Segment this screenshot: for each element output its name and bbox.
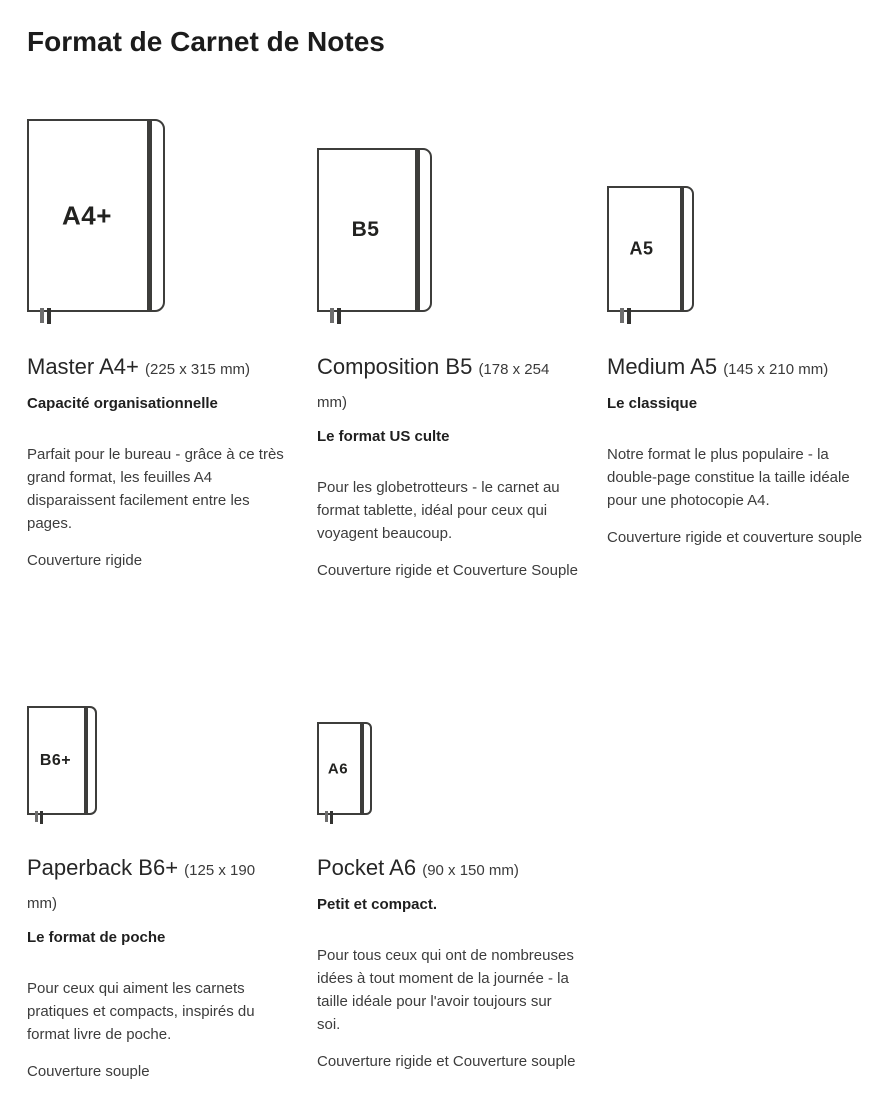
format-description: Pour les globetrotteurs - le carnet au format tablette, idéal pour ceux qui voyagent beaucoup. <box>317 479 560 542</box>
format-card-master-a4plus <box>27 104 289 572</box>
format-name: Medium A5 <box>607 354 718 379</box>
bookmark-ribbon-icon <box>330 811 333 824</box>
notebook-size-label: A5 <box>629 238 654 259</box>
notebook-illustration-a6 <box>317 687 579 827</box>
bookmark-ribbon-icon <box>620 308 624 323</box>
notebook-icon <box>607 186 694 312</box>
bookmark-ribbon-icon <box>627 308 631 324</box>
notebook-size-label: A6 <box>327 760 349 777</box>
format-description: Parfait pour le bureau - grâce à ce très grand format, les feuilles A4 disparaissent facilement entre les pages. <box>27 446 284 532</box>
page-title: Format de Carnet de Notes <box>27 26 385 57</box>
format-cover-options: Couverture rigide et Couverture Souple <box>317 562 578 579</box>
format-cover-options: Couverture souple <box>27 1063 150 1080</box>
notebook-icon <box>317 148 432 312</box>
notebook-illustration-a4plus <box>27 104 289 326</box>
format-cover-options: Couverture rigide et couverture souple <box>607 529 863 546</box>
notebook-icon <box>27 706 97 815</box>
format-title <box>27 352 289 385</box>
format-dimensions: (90 x 150 mm) <box>422 862 519 879</box>
format-card-pocket-a6 <box>317 687 579 1073</box>
format-tagline: Petit et compact. <box>317 896 438 913</box>
formats-grid <box>27 104 869 1083</box>
notebook-illustration-a5 <box>607 104 869 326</box>
format-dimensions: (125 x 190 mm) <box>27 862 256 912</box>
elastic-band-icon <box>680 188 684 310</box>
format-dimensions: (145 x 210 mm) <box>723 361 829 378</box>
bookmark-ribbon-icon <box>330 308 334 323</box>
format-cover-options: Couverture rigide <box>27 552 143 569</box>
format-dimensions: (225 x 315 mm) <box>145 361 251 378</box>
bookmark-ribbon-icon <box>40 308 44 323</box>
format-card-medium-a5 <box>607 104 869 549</box>
elastic-band-icon <box>147 121 152 310</box>
elastic-band-icon <box>415 150 420 310</box>
format-title <box>317 352 579 418</box>
bookmark-ribbon-icon <box>35 811 38 822</box>
format-description: Pour ceux qui aiment les carnets pratiques et compacts, inspirés du format livre de poche. <box>27 980 255 1043</box>
elastic-band-icon <box>360 724 364 813</box>
format-tagline: Capacité organisationnelle <box>27 395 218 412</box>
format-title <box>607 352 869 385</box>
format-tagline: Le format US culte <box>317 428 450 445</box>
notebook-icon <box>27 119 165 312</box>
format-tagline: Le classique <box>607 395 698 412</box>
format-card-paperback-b6plus <box>27 687 289 1083</box>
format-cover-options: Couverture rigide et Couverture souple <box>317 1053 576 1070</box>
format-dimensions: (178 x 254 mm) <box>317 361 550 411</box>
bookmark-ribbon-icon <box>325 811 328 822</box>
bookmark-ribbon-icon <box>47 308 51 324</box>
format-title <box>317 853 579 886</box>
format-title <box>27 853 289 919</box>
notebook-icon <box>317 722 372 815</box>
format-card-composition-b5 <box>317 104 579 582</box>
format-name: Pocket A6 <box>317 855 417 880</box>
notebook-illustration-b6plus <box>27 687 289 827</box>
format-name: Paperback B6+ <box>27 855 179 880</box>
format-description: Pour tous ceux qui ont de nombreuses idées à tout moment de la journée - la taille idéale pour l'avoir toujours sur soi. <box>317 947 574 1033</box>
bookmark-ribbon-icon <box>337 308 341 324</box>
format-description: Notre format le plus populaire - la double-page constitue la taille idéale pour une photocopie A4. <box>607 446 850 509</box>
notebook-size-label: B6+ <box>39 751 72 769</box>
elastic-band-icon <box>84 708 88 813</box>
notebook-illustration-b5 <box>317 104 579 326</box>
notebook-size-label: B5 <box>351 218 380 241</box>
format-tagline: Le format de poche <box>27 929 166 946</box>
notebook-size-label: A4+ <box>62 200 112 230</box>
format-name: Composition B5 <box>317 354 473 379</box>
format-name: Master A4+ <box>27 354 139 379</box>
bookmark-ribbon-icon <box>40 811 43 824</box>
